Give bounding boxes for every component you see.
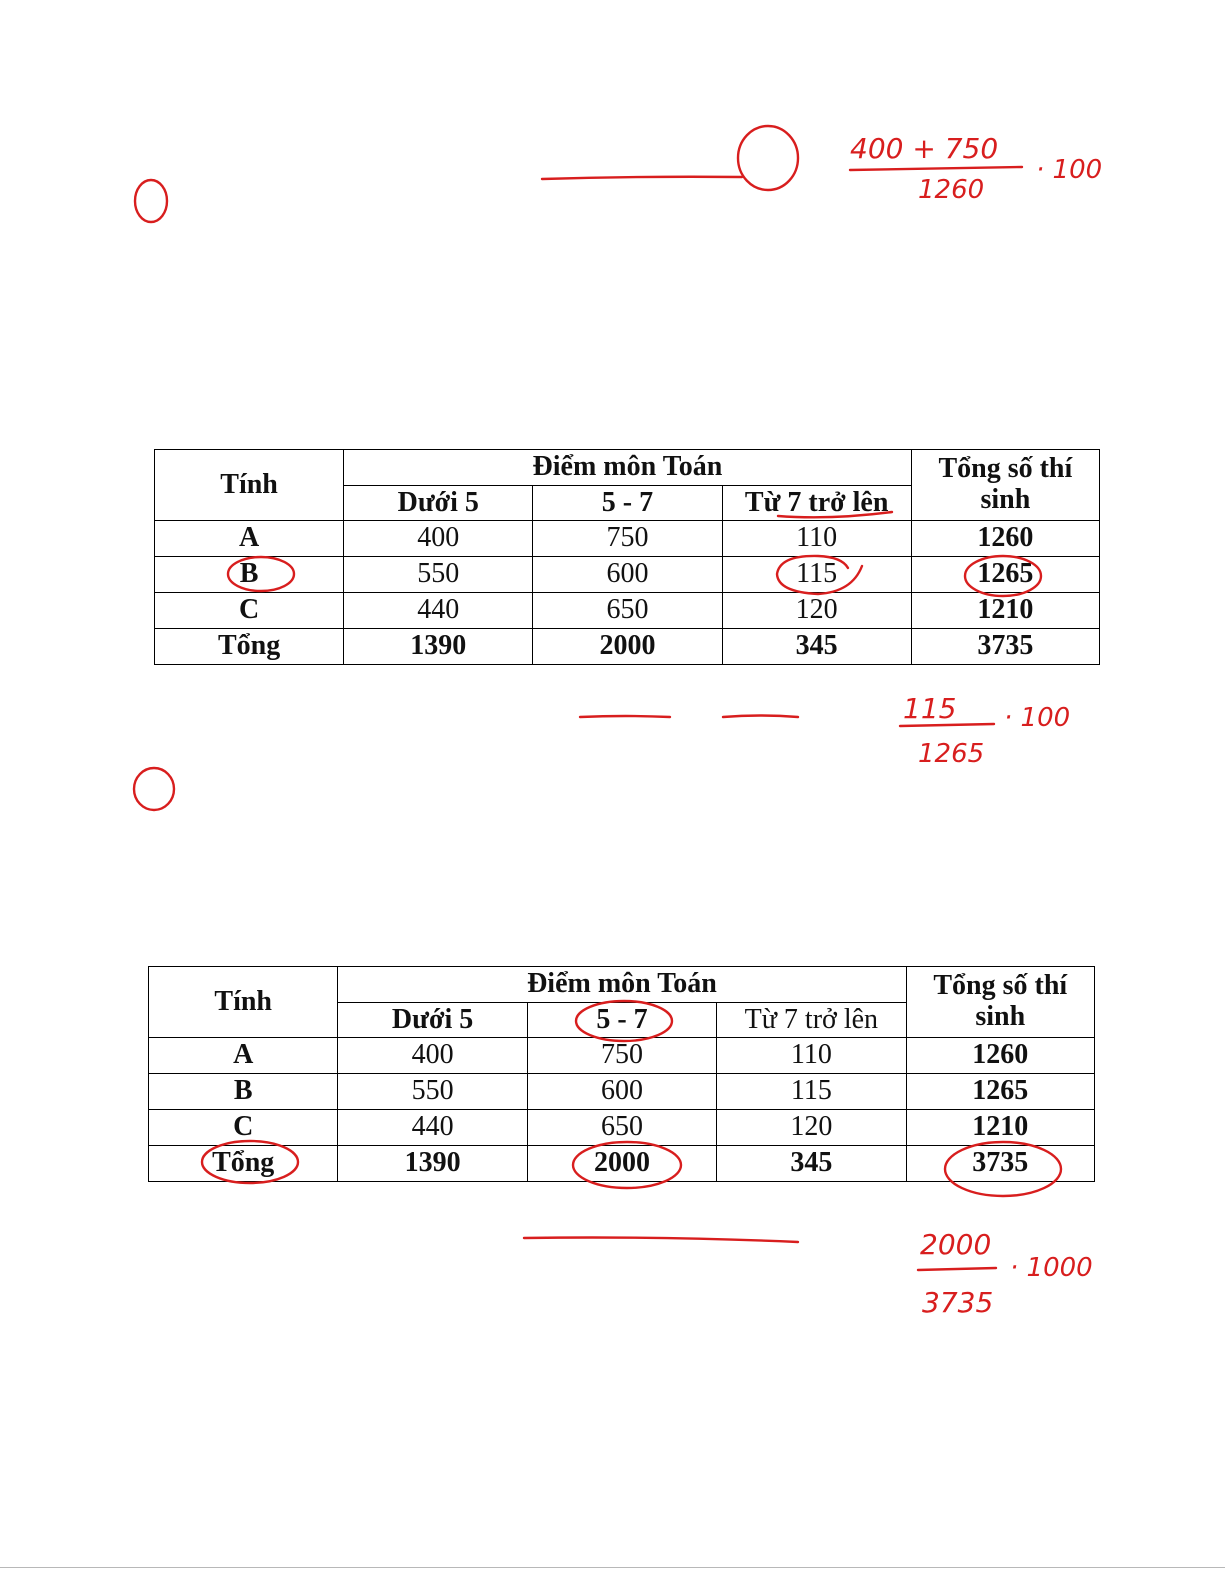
header-duoi-5: Dưới 5 [338, 1003, 527, 1038]
table-row-total [155, 629, 1100, 665]
table-row [149, 1074, 1095, 1110]
pen-circle-mark [135, 180, 167, 222]
note3-denominator: 3735 [922, 1286, 994, 1319]
cell-value: 345 [722, 629, 911, 665]
cell-total: 1260 [911, 521, 1099, 557]
table-row [149, 1038, 1095, 1074]
cell-total: 1265 [906, 1074, 1094, 1110]
cell-total: 1210 [906, 1110, 1094, 1146]
cell-value: 550 [344, 557, 533, 593]
header-diem-mon-toan: Điểm môn Toán [338, 967, 906, 1003]
score-table-1 [154, 449, 1100, 665]
row-label: C [155, 593, 344, 629]
header-5-7: 5 - 7 [533, 486, 722, 521]
pen-circle-mark [134, 768, 174, 810]
cell-total: 3735 [911, 629, 1099, 665]
cell-value: 400 [344, 521, 533, 557]
header-tu-7-tro-len: Từ 7 trở lên [717, 1003, 906, 1038]
cell-value: 440 [338, 1110, 527, 1146]
cell-value: 115 [722, 557, 911, 593]
note2-multiplier: · 100 [1004, 703, 1071, 733]
table-row [155, 557, 1100, 593]
score-table-2 [148, 966, 1095, 1182]
row-label: A [149, 1038, 338, 1074]
header-duoi-5: Dưới 5 [344, 486, 533, 521]
cell-total: 1210 [911, 593, 1099, 629]
cell-value: 2000 [527, 1146, 716, 1182]
cell-value: 750 [533, 521, 722, 557]
cell-value: 1390 [344, 629, 533, 665]
row-label: Tổng [149, 1146, 338, 1182]
pen-blank-line [524, 1238, 798, 1243]
table-row-total [149, 1146, 1095, 1182]
row-label: B [149, 1074, 338, 1110]
header-tong-so-thi-sinh: Tổng số thí sinh [906, 967, 1094, 1038]
cell-value: 120 [722, 593, 911, 629]
cell-value: 400 [338, 1038, 527, 1074]
row-label: B [155, 557, 344, 593]
row-label: C [149, 1110, 338, 1146]
note1-numerator: 400 + 750 [850, 132, 999, 165]
cell-value: 1390 [338, 1146, 527, 1182]
cell-value: 650 [533, 593, 722, 629]
note1-denominator: 1260 [918, 175, 985, 205]
pen-blank-line [542, 177, 742, 179]
cell-total: 1265 [911, 557, 1099, 593]
row-label: Tổng [155, 629, 344, 665]
row-label: A [155, 521, 344, 557]
page-bottom-rule [0, 1567, 1225, 1568]
cell-value: 750 [527, 1038, 716, 1074]
note3-numerator: 2000 [920, 1228, 992, 1261]
cell-total: 3735 [906, 1146, 1094, 1182]
header-5-7: 5 - 7 [527, 1003, 716, 1038]
note2-denominator: 1265 [918, 739, 985, 769]
note3-multiplier: · 1000 [1010, 1253, 1093, 1283]
cell-value: 600 [533, 557, 722, 593]
header-tinh: Tính [155, 450, 344, 521]
note1-multiplier: · 100 [1036, 155, 1103, 185]
pen-blank-line [580, 716, 670, 717]
fraction-bar [850, 167, 1022, 170]
note2-numerator: 115 [903, 692, 957, 725]
cell-value: 110 [717, 1038, 906, 1074]
cell-value: 2000 [533, 629, 722, 665]
cell-value: 120 [717, 1110, 906, 1146]
cell-value: 115 [717, 1074, 906, 1110]
cell-value: 440 [344, 593, 533, 629]
cell-value: 110 [722, 521, 911, 557]
fraction-bar [900, 724, 994, 726]
header-tu-7-tro-len: Từ 7 trở lên [722, 486, 911, 521]
pen-circle-mark [738, 126, 798, 190]
fraction-bar [918, 1268, 996, 1270]
pen-blank-line [723, 716, 798, 718]
table-row [155, 521, 1100, 557]
header-diem-mon-toan: Điểm môn Toán [344, 450, 912, 486]
cell-value: 550 [338, 1074, 527, 1110]
cell-value: 650 [527, 1110, 716, 1146]
cell-value: 345 [717, 1146, 906, 1182]
cell-total: 1260 [906, 1038, 1094, 1074]
cell-value: 600 [527, 1074, 716, 1110]
header-tong-so-thi-sinh: Tổng số thí sinh [911, 450, 1099, 521]
table-row [155, 593, 1100, 629]
header-tinh: Tính [149, 967, 338, 1038]
table-row [149, 1110, 1095, 1146]
